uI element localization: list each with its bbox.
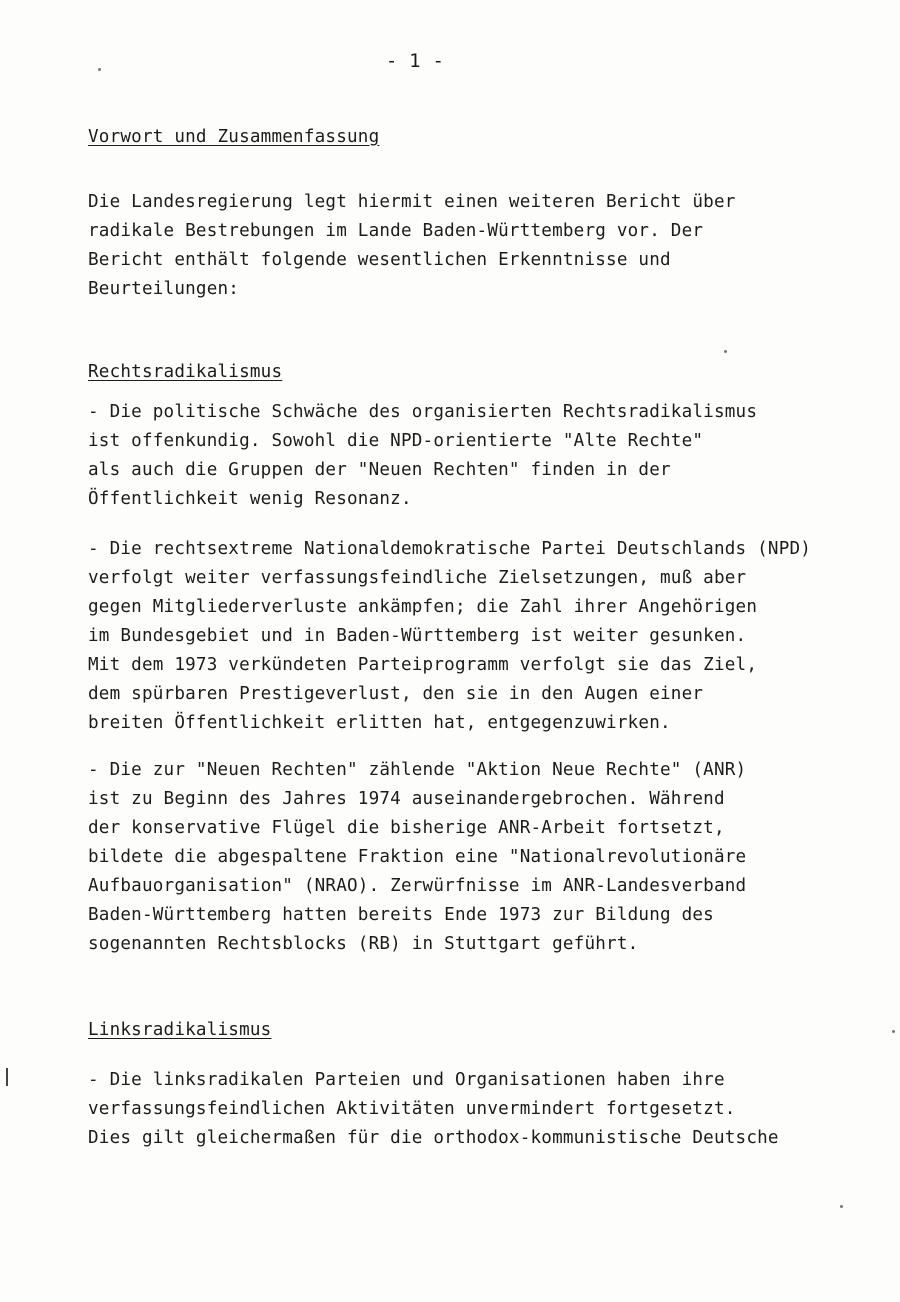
text-line: ist zu Beginn des Jahres 1974 auseinandergebrochen. Während [88, 789, 725, 809]
text-line: Mit dem 1973 verkündeten Parteiprogramm verfolgt sie das Ziel, [88, 655, 758, 675]
text-line: der konservative Flügel die bisherige ANR-Arbeit fortsetzt, [88, 818, 725, 838]
text-line: Dies gilt gleichermaßen für die orthodox-kommunistische Deutsche [88, 1128, 779, 1148]
paragraph-rechts-1 [88, 398, 878, 514]
heading-vorwort: Vorwort und Zusammenfassung [88, 127, 380, 147]
text-line: - Die rechtsextreme Nationaldemokratische Partei Deutschlands (NPD) [88, 539, 812, 559]
scan-speck [840, 1205, 843, 1208]
text-line: radikale Bestrebungen im Lande Baden-Württemberg vor. Der [88, 221, 704, 241]
text-line: Beurteilungen: [88, 279, 240, 299]
scan-edge-mark [6, 1068, 8, 1086]
page-number: - 1 - [385, 50, 445, 72]
text-line: Öffentlichkeit wenig Resonanz. [88, 489, 412, 509]
text-line: bildete die abgespaltene Fraktion eine "Nationalrevolutionäre [88, 847, 747, 867]
text-line: - Die linksradikalen Parteien und Organisationen haben ihre [88, 1070, 725, 1090]
text-line: als auch die Gruppen der "Neuen Rechten" finden in der [88, 460, 671, 480]
text-line: Aufbauorganisation" (NRAO). Zerwürfnisse im ANR-Landesverband [88, 876, 747, 896]
scan-speck [892, 1030, 895, 1033]
paragraph-vorwort-intro [88, 188, 878, 304]
text-line: gegen Mitgliederverluste ankämpfen; die Zahl ihrer Angehörigen [88, 597, 758, 617]
text-line: sogenannten Rechtsblocks (RB) in Stuttgart geführt. [88, 934, 639, 954]
text-line: im Bundesgebiet und in Baden-Württemberg ist weiter gesunken. [88, 626, 747, 646]
heading-rechtsradikalismus: Rechtsradikalismus [88, 362, 283, 382]
heading-linksradikalismus: Linksradikalismus [88, 1020, 272, 1040]
text-line: ist offenkundig. Sowohl die NPD-orientierte "Alte Rechte" [88, 431, 704, 451]
text-line: Die Landesregierung legt hiermit einen weiteren Bericht über [88, 192, 736, 212]
paragraph-rechts-3 [88, 756, 878, 959]
text-line: dem spürbaren Prestigeverlust, den sie in den Augen einer [88, 684, 704, 704]
text-line: verfolgt weiter verfassungsfeindliche Zielsetzungen, muß aber [88, 568, 747, 588]
scan-speck [98, 68, 101, 71]
paragraph-links-1 [88, 1066, 878, 1153]
text-line: - Die zur "Neuen Rechten" zählende "Aktion Neue Rechte" (ANR) [88, 760, 747, 780]
text-line: verfassungsfeindlichen Aktivitäten unvermindert fortgesetzt. [88, 1099, 736, 1119]
scan-speck [724, 350, 727, 353]
text-line: Baden-Württemberg hatten bereits Ende 1973 zur Bildung des [88, 905, 714, 925]
text-line: breiten Öffentlichkeit erlitten hat, entgegenzuwirken. [88, 713, 671, 733]
paragraph-rechts-2 [88, 535, 878, 738]
text-line: Bericht enthält folgende wesentlichen Erkenntnisse und [88, 250, 671, 270]
text-line: - Die politische Schwäche des organisierten Rechtsradikalismus [88, 402, 758, 422]
